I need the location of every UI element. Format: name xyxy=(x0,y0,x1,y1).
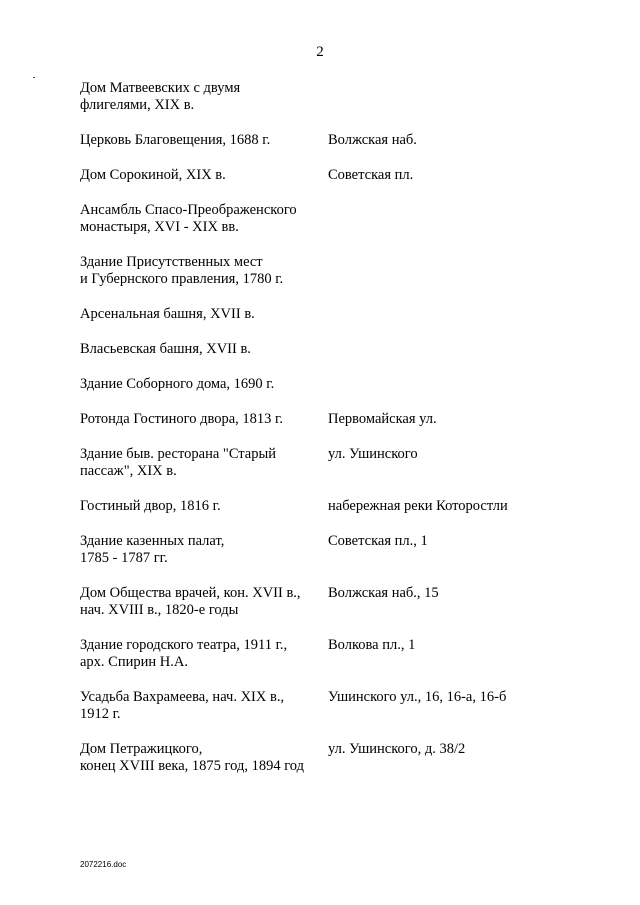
monument-name: Здание казенных палат, 1785 - 1787 гг. xyxy=(80,533,225,566)
monument-entry xyxy=(80,411,620,428)
monument-entry xyxy=(80,132,620,149)
monument-name: Здание Соборного дома, 1690 г. xyxy=(80,376,275,392)
document-reference: 2072216.doc xyxy=(80,860,127,869)
monument-name: Дом Матвеевских с двумя флигелями, XIX в. xyxy=(80,80,241,113)
monument-entry xyxy=(80,689,620,723)
monument-entry xyxy=(80,202,620,236)
monument-address: Первомайская ул. xyxy=(328,411,437,427)
monument-entry xyxy=(80,585,620,619)
monument-name: Ротонда Гостиного двора, 1813 г. xyxy=(80,411,283,427)
monument-entry xyxy=(80,637,620,671)
monument-list xyxy=(80,80,620,793)
monument-address: ул. Ушинского xyxy=(328,446,418,462)
monument-address: набережная реки Которостли xyxy=(328,498,508,514)
monument-address: Ушинского ул., 16, 16-а, 16-б xyxy=(328,689,507,705)
monument-name: Усадьба Вахрамеева, нач. XIX в., 1912 г. xyxy=(80,689,285,722)
page-number: 2 xyxy=(316,44,324,60)
monument-entry xyxy=(80,167,620,184)
monument-entry xyxy=(80,533,620,567)
monument-name: Здание быв. ресторана "Старый пассаж", XIX в. xyxy=(80,446,276,479)
monument-entry xyxy=(80,741,620,775)
monument-address: Волкова пл., 1 xyxy=(328,637,416,653)
monument-name: Церковь Благовещения, 1688 г. xyxy=(80,132,271,148)
monument-entry xyxy=(80,376,620,393)
monument-name: Здание Присутственных мест и Губернского правления, 1780 г. xyxy=(80,254,284,287)
monument-entry xyxy=(80,446,620,480)
monument-address: Советская пл. xyxy=(328,167,414,183)
monument-address: Советская пл., 1 xyxy=(328,533,428,549)
monument-address: Волжская наб. xyxy=(328,132,417,148)
monument-address: ул. Ушинского, д. 38/2 xyxy=(328,741,466,757)
monument-name: Здание городского театра, 1911 г., арх. Спирин Н.А. xyxy=(80,637,288,670)
monument-name: Ансамбль Спасо-Преображенского монастыря, XVI - XIX вв. xyxy=(80,202,297,235)
monument-address: Волжская наб., 15 xyxy=(328,585,439,601)
monument-name: Власьевская башня, XVII в. xyxy=(80,341,251,357)
monument-name: Дом Петражицкого, конец XVIII века, 1875 год, 1894 год xyxy=(80,741,304,774)
monument-name: Дом Общества врачей, кон. XVII в., нач. XVIII в., 1820-е годы xyxy=(80,585,301,618)
monument-name: Гостиный двор, 1816 г. xyxy=(80,498,221,514)
monument-name: Дом Сорокиной, XIX в. xyxy=(80,167,226,183)
monument-name: Арсенальная башня, XVII в. xyxy=(80,306,255,322)
monument-entry xyxy=(80,80,620,114)
monument-entry xyxy=(80,306,620,323)
monument-entry xyxy=(80,498,620,515)
monument-entry xyxy=(80,341,620,358)
monument-entry xyxy=(80,254,620,288)
scan-mark xyxy=(33,77,35,78)
